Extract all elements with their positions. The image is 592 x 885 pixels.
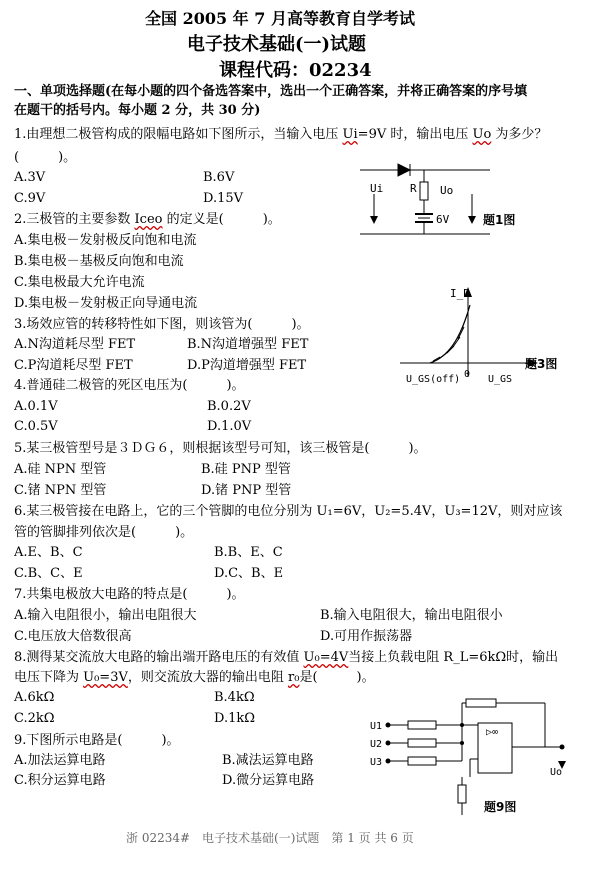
question-6-stem-line-1: 6.某三极管接在电路上，它的三个管脚的电位分别为 U₁=6V，U₂=5.4V，U₃=12V，则对应该 [14,504,563,519]
fig9-amp-symbol: ▷∞ [486,727,499,738]
q2-stem-pre: 2.三极管的主要参数 [14,212,135,227]
q1-ui: Ui [342,127,358,142]
q7-option-d: D.可用作振荡器 [320,629,413,644]
q5-option-b: B.硅 PNP 型管 [201,462,291,477]
question-2-stem [14,212,281,228]
q9-option-d: D.微分运算电路 [222,773,315,788]
q2-option-a: A.集电极－发射极反向饱和电流 [14,233,197,248]
question-7-stem: 7.共集电极放大电路的特点是( )。 [14,587,245,602]
fig3-caption: 题3图 [525,357,558,371]
fig3-ugs-off-label: U_GS(off) [406,374,461,385]
q6-option-a: A.E、B、C [14,545,83,560]
q8-l2-pre: 电压下降为 [14,670,84,685]
q4-option-c: C.0.5V [14,419,58,434]
section-intro-line-1: 一、单项选择题(在每小题的四个备选答案中，选出一个正确答案，并将正确答案的序号填 [14,84,528,99]
q1-option-a: A.3V [14,170,46,185]
q3-option-d: D.P沟道增强型 FET [187,358,307,373]
q8-option-b: B.4kΩ [214,690,255,705]
q7-option-c: C.电压放大倍数很高 [14,629,132,644]
q1-option-c: C.9V [14,191,46,206]
q8-option-a: A.6kΩ [14,690,55,705]
q9-option-b: B.减法运算电路 [222,753,314,768]
figure-1-diode-circuit [360,160,560,242]
q2-term: Iceo [134,212,163,227]
q3-option-b: B.N沟道增强型 FET [187,337,309,352]
fig9-u2-label: U2 [370,739,383,750]
q5-option-d: D.锗 PNP 型管 [201,483,292,498]
figure-3-transfer-curve [400,285,580,390]
question-1-stem [14,127,547,143]
q1-option-b: B.6V [203,170,235,185]
fig1-battery-label: 6V [436,213,450,226]
q7-option-a: A.输入电阻很小，输出电阻很大 [14,608,197,623]
question-1-blank: ( )。 [14,150,77,165]
fig1-caption: 题1图 [483,213,516,227]
figure-9-opamp-circuit [370,697,575,822]
fig9-uo-label: Uo [550,767,563,778]
fig9-u3-label: U3 [370,757,383,768]
q2-option-b: B.集电极－基极反向饱和电流 [14,254,184,269]
fig9-u1-label: U1 [370,721,383,732]
q1-stem-mid: =9V 时，输出电压 [357,127,473,142]
question-4-stem: 4.普通硅二极管的死区电压为( )。 [14,378,245,393]
q9-option-a: A.加法运算电路 [14,753,106,768]
question-8-stem-line-1 [14,650,558,666]
q5-option-a: A.硅 NPN 型管 [14,462,107,477]
q8-u0: U₀=4V [303,650,349,665]
q4-option-d: D.1.0V [207,419,252,434]
q1-uo: Uo [472,127,492,142]
fig1-uo-label: Uo [440,184,454,197]
q6-option-b: B.B、E、C [214,545,283,560]
q8-l2-mid: ，则交流放大器的输出电阻 [127,670,289,685]
q1-option-d: D.15V [203,191,244,206]
question-5-stem: 5.某三极管型号是３ＤＧ６，则根据该型号可知，该三极管是( )。 [14,441,427,456]
q8-option-c: C.2kΩ [14,711,55,726]
q8-u0b: U₀=3V [83,670,128,685]
q9-option-c: C.积分运算电路 [14,773,106,788]
course-code: 课程代码：02234 [219,60,372,81]
q1-stem-post: 为多少？ [491,127,548,142]
q7-option-b: B.输入电阻很大，输出电阻很小 [320,608,503,623]
page-footer: 浙 02234# 电子技术基础(一)试题 第 1 页 共 6 页 [126,831,414,845]
q2-stem-post: 的定义是( )。 [162,212,281,227]
exam-title: 全国 2005 年 7 月高等教育自学考试 [145,9,415,28]
q8-option-d: D.1kΩ [214,711,256,726]
question-6-stem-line-2: 管的管脚排列依次是( )。 [14,525,194,540]
q8-stem-pre: 8.测得某交流放大电路的输出端开路电压的有效值 [14,650,304,665]
subject-title: 电子技术基础(一)试题 [187,34,367,55]
q4-option-b: B.0.2V [207,399,251,414]
question-8-stem-line-2 [14,670,375,686]
q3-option-a: A.N沟道耗尽型 FET [14,337,136,352]
q4-option-a: A.0.1V [14,399,58,414]
q8-r0: r₀ [288,670,300,685]
q8-l2-post: 是( )。 [299,670,375,685]
question-9-stem: 9.下图所示电路是( )。 [14,733,180,748]
fig3-ugs-label: U_GS [488,374,513,385]
fig9-caption: 题9图 [484,800,517,814]
q3-option-c: C.P沟道耗尽型 FET [14,358,133,373]
q5-option-c: C.锗 NPN 型管 [14,483,107,498]
fig3-origin-label: 0 [464,369,471,380]
q2-option-c: C.集电极最大允许电流 [14,275,145,290]
q2-option-d: D.集电极－发射极正向导通电流 [14,296,198,311]
section-intro-line-2: 在题干的括号内。每小题 2 分，共 30 分) [14,103,261,118]
q1-stem-pre: 1.由理想二极管构成的限幅电路如下图所示，当输入电压 [14,127,343,142]
fig1-ui-label: Ui [370,182,384,195]
question-3-stem: 3.场效应管的转移特性如下图，则该管为( )。 [14,317,310,332]
q8-stem-post: 当接上负载电阻 R_L=6kΩ时，输出 [348,650,559,665]
fig1-r-label: R [410,182,417,195]
q6-option-c: C.B、C、E [14,566,83,581]
q6-option-d: D.C、B、E [214,566,284,581]
fig3-id-label: I_D [450,287,470,300]
